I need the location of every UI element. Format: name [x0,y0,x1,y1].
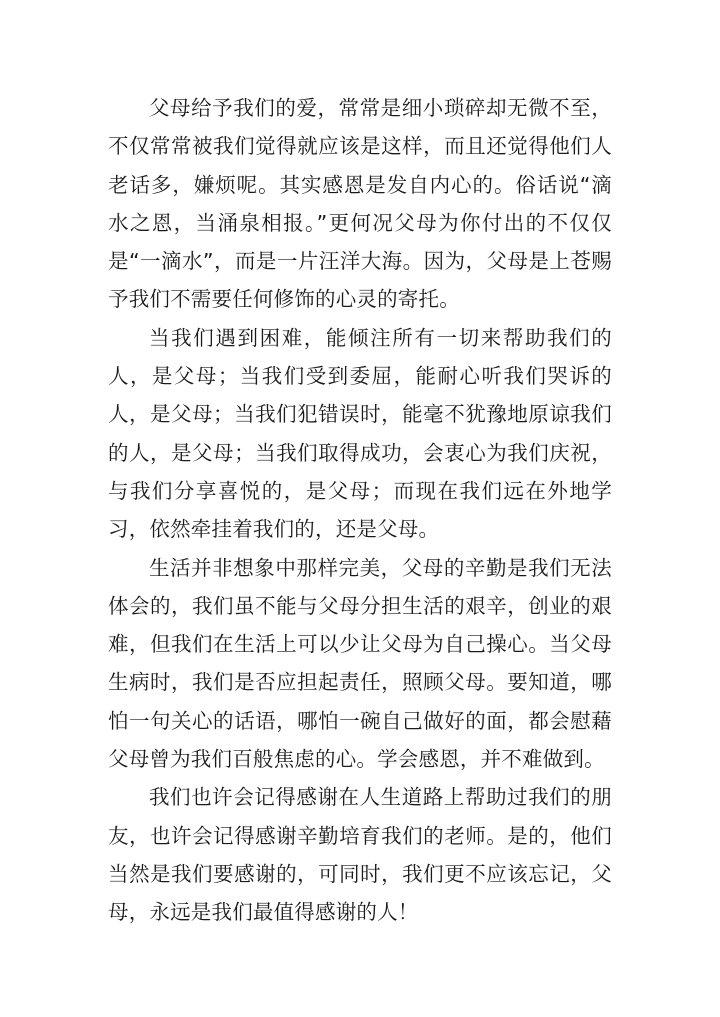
paragraph-2: 当我们遇到困难，能倾注所有一切来帮助我们的人，是父母；当我们受到委屈，能耐心听我们哭诉的人，是父母；当我们犯错误时，能毫不犹豫地原谅我们的人，是父母；当我们取得成功，会衷心为我们庆祝，与我们分享喜悦的，是父母；而现在我们远在外地学习，依然牵挂着我们的，还是父母。 [108,325,612,542]
paragraph-1: 父母给予我们的爱，常常是细小琐碎却无微不至，不仅常常被我们觉得就应该是这样，而且还觉得他们人老话多，嫌烦呢。其实感恩是发自内心的。俗话说“滴水之恩，当涌泉相报。”更何况父母为你付出的不仅仅是“一滴水”，而是一片汪洋大海。因为，父母是上苍赐予我们不需要任何修饰的心灵的寄托。 [108,96,612,312]
paragraph-4: 我们也许会记得感谢在人生道路上帮助过我们的朋友，也许会记得感谢辛勤培育我们的老师。是的，他们当然是我们要感谢的，可同时，我们更不应该忘记，父母，永远是我们最值得感谢的人！ [108,785,612,925]
essay-body [108,89,612,932]
paragraph-3: 生活并非想象中那样完美，父母的辛勤是我们无法体会的，我们虽不能与父母分担生活的艰辛，创业的艰难，但我们在生活上可以少让父母为自己操心。当父母生病时，我们是否应担起责任，照顾父母。要知道，哪怕一句关心的话语，哪怕一碗自己做好的面，都会慰藉父母曾为我们百般焦虑的心。学会感恩，并不难做到。 [108,555,612,772]
